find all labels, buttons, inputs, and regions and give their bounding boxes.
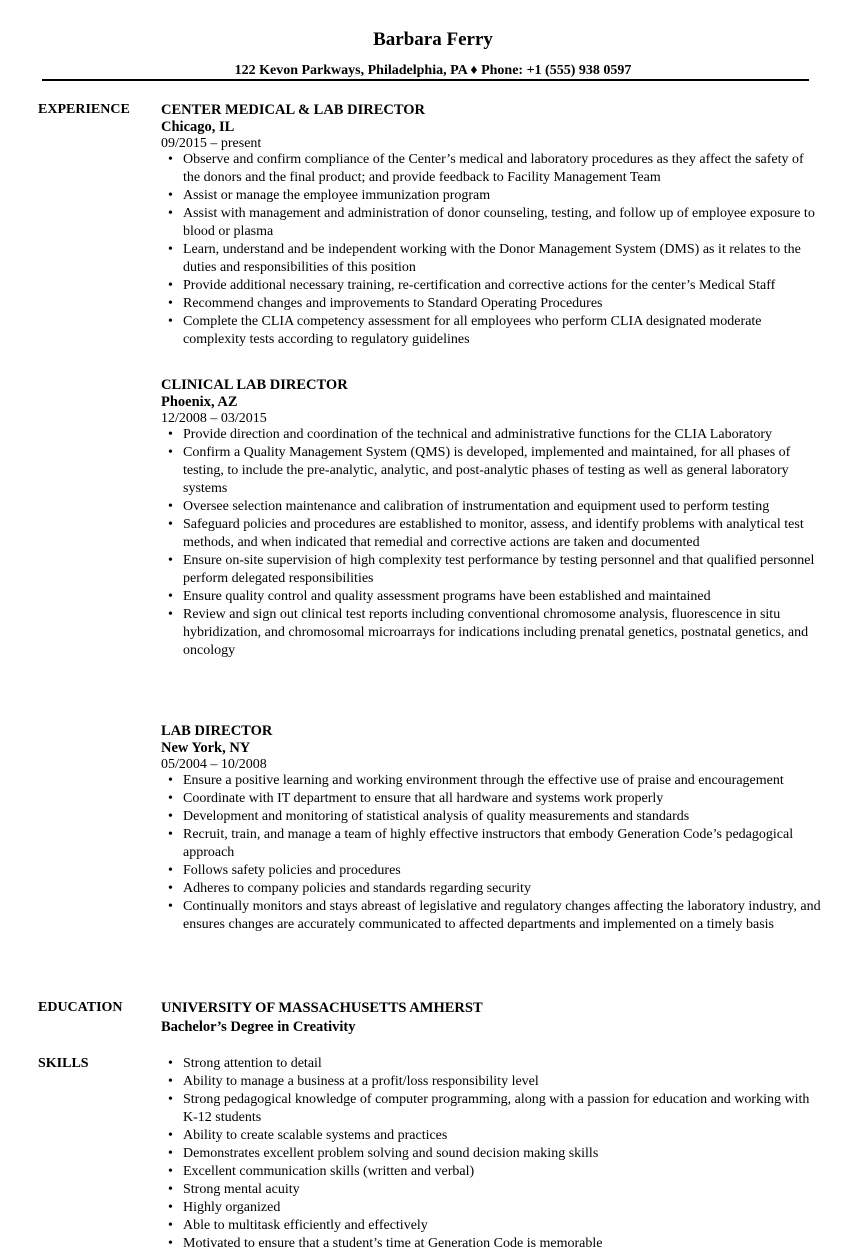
bullet-item: • Adheres to company policies and standards regarding security [161, 880, 821, 898]
skills-list [161, 1055, 821, 1253]
job-title: CENTER MEDICAL & LAB DIRECTOR [161, 102, 425, 118]
bullet-item: • Assist or manage the employee immunization program [161, 187, 821, 205]
job-dates: 09/2015 – present [161, 136, 262, 151]
job-dates: 05/2004 – 10/2008 [161, 757, 267, 772]
bullet-item: • Review and sign out clinical test reports including conventional chromosome analysis, fluorescence in situ hybridization, and chromosomal microarrays for indications including prenatal genetics, postnatal genetics, and oncology [161, 606, 821, 660]
job-entry [161, 722, 821, 934]
job-location: Phoenix, AZ [161, 394, 238, 410]
bullet-item: • Follows safety policies and procedures [161, 862, 821, 880]
job-title: LAB DIRECTOR [161, 723, 273, 739]
skill-item: • Able to multitask efficiently and effectively [161, 1217, 821, 1235]
bullet-item: • Learn, understand and be independent working with the Donor Management System (DMS) as it relates to the duties and responsibilities of this position [161, 241, 821, 277]
skill-item: • Highly organized [161, 1199, 821, 1217]
skill-item: • Strong attention to detail [161, 1055, 821, 1073]
bullet-item: • Confirm a Quality Management System (QMS) is developed, implemented and maintained, for all phases of testing, to include the pre-analytic, analytic, and post-analytic phases of testing as well as general laboratory systems [161, 444, 821, 498]
bullet-item: • Recommend changes and improvements to Standard Operating Procedures [161, 295, 821, 313]
skills-entry [161, 1055, 821, 1253]
skill-item: • Ability to create scalable systems and practices [161, 1127, 821, 1145]
bullet-item: • Ensure on-site supervision of high complexity test performance by testing personnel and that qualified personnel perform delegated responsibilities [161, 552, 821, 588]
job-bullets [161, 151, 821, 349]
job-entry [161, 376, 821, 660]
bullet-item: • Coordinate with IT department to ensure that all hardware and systems work properly [161, 790, 821, 808]
bullet-item: • Ensure a positive learning and working environment through the effective use of praise and encouragement [161, 772, 821, 790]
education-entry [161, 999, 821, 1037]
skill-item: • Strong pedagogical knowledge of computer programming, along with a passion for education and working with K-12 students [161, 1091, 821, 1127]
skill-item: • Excellent communication skills (written and verbal) [161, 1163, 821, 1181]
degree-name: Bachelor’s Degree in Creativity [161, 1019, 356, 1035]
job-dates: 12/2008 – 03/2015 [161, 411, 267, 426]
bullet-item: • Ensure quality control and quality assessment programs have been established and maintained [161, 588, 821, 606]
job-entry [161, 101, 821, 349]
job-location: Chicago, IL [161, 119, 235, 135]
job-bullets [161, 426, 821, 660]
job-title: CLINICAL LAB DIRECTOR [161, 377, 348, 393]
skill-item: • Demonstrates excellent problem solving and sound decision making skills [161, 1145, 821, 1163]
header-divider [42, 79, 809, 81]
bullet-item: • Development and monitoring of statistical analysis of quality measurements and standards [161, 808, 821, 826]
bullet-item: • Complete the CLIA competency assessment for all employees who perform CLIA designated moderate complexity tests according to regulatory guidelines [161, 313, 821, 349]
contact-line: 122 Kevon Parkways, Philadelphia, PA ♦ Phone: +1 (555) 938 0597 [234, 63, 632, 78]
bullet-item: • Provide direction and coordination of the technical and administrative functions for the CLIA Laboratory [161, 426, 821, 444]
bullet-item: • Continually monitors and stays abreast of legislative and regulatory changes affecting the laboratory industry, and ensures changes are accurately communicated to affected departments and implemented on a timely basis [161, 898, 821, 934]
experience-heading: EXPERIENCE [38, 102, 130, 117]
skill-item: • Motivated to ensure that a student’s time at Generation Code is memorable [161, 1235, 821, 1253]
bullet-item: • Observe and confirm compliance of the Center’s medical and laboratory procedures as they affect the safety of the donors and the final product; and provide feedback to Facility Management Team [161, 151, 821, 187]
skills-heading: SKILLS [38, 1056, 89, 1071]
skill-item: • Strong mental acuity [161, 1181, 821, 1199]
bullet-item: • Provide additional necessary training, re-certification and corrective actions for the center’s Medical Staff [161, 277, 821, 295]
bullet-item: • Safeguard policies and procedures are established to monitor, assess, and identify problems with analytical test methods, and when indicated that remedial and corrective actions are taken and documented [161, 516, 821, 552]
job-location: New York, NY [161, 740, 251, 756]
resume-name: Barbara Ferry [373, 29, 493, 50]
bullet-item: • Recruit, train, and manage a team of highly effective instructors that embody Generation Code’s pedagogical approach [161, 826, 821, 862]
job-bullets [161, 772, 821, 934]
skill-item: • Ability to manage a business at a profit/loss responsibility level [161, 1073, 821, 1091]
bullet-item: • Oversee selection maintenance and calibration of instrumentation and equipment used to perform testing [161, 498, 821, 516]
education-heading: EDUCATION [38, 1000, 123, 1015]
school-name: UNIVERSITY OF MASSACHUSETTS AMHERST [161, 1000, 483, 1016]
bullet-item: • Assist with management and administration of donor counseling, testing, and follow up of employee exposure to blood or plasma [161, 205, 821, 241]
